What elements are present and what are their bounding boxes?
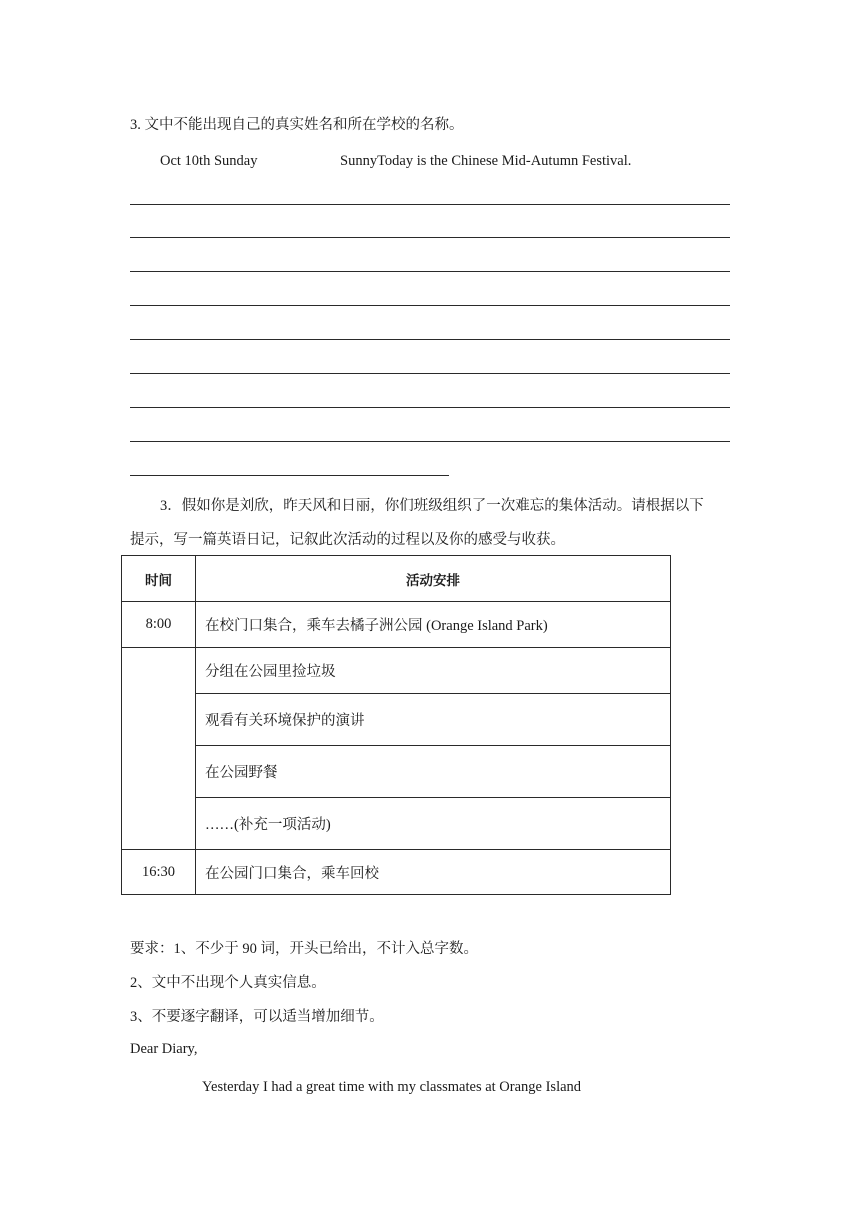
activity-cell: 观看有关环境保护的演讲 xyxy=(196,694,671,746)
requirement-1: 要求：1、不少于 90 词，开头已给出，不计入总字数。 xyxy=(130,941,478,957)
table-row xyxy=(122,602,671,648)
time-cell: 16:30 xyxy=(122,850,196,895)
opening-sentence: Yesterday I had a great time with my classmates at Orange Island xyxy=(202,1079,582,1095)
activity-cell: 分组在公园里捡垃圾 xyxy=(196,648,671,694)
writing-line xyxy=(130,407,730,408)
header-time: 时间 xyxy=(122,556,196,602)
table-row xyxy=(122,746,671,798)
task-line-2: 提示，写一篇英语日记，记叙此次活动的过程以及你的感受与收获。 xyxy=(130,532,565,548)
requirement-2: 2、文中不出现个人真实信息。 xyxy=(130,975,326,991)
writing-line xyxy=(130,441,730,442)
activity-cell: ……(补充一项活动) xyxy=(196,798,671,850)
diary-opening: SunnyToday is the Chinese Mid-Autumn Festival. xyxy=(340,153,632,169)
writing-line xyxy=(130,305,730,306)
requirement-3: 3、不要逐字翻译，可以适当增加细节。 xyxy=(130,1009,384,1025)
time-cell: 8:00 xyxy=(122,602,196,648)
writing-line-short xyxy=(130,475,449,476)
activity-cell: 在校门口集合，乘车去橘子洲公园 (Orange Island Park) xyxy=(196,602,671,648)
writing-line xyxy=(130,373,730,374)
activity-cell: 在公园野餐 xyxy=(196,746,671,798)
table-row xyxy=(122,850,671,895)
writing-line xyxy=(130,339,730,340)
task-line-1: 3．假如你是刘欣，昨天风和日丽，你们班级组织了一次难忘的集体活动。请根据以下 xyxy=(160,498,704,514)
salutation: Dear Diary, xyxy=(130,1041,198,1057)
diary-date: Oct 10th Sunday xyxy=(160,153,258,169)
table-row xyxy=(122,798,671,850)
writing-line xyxy=(130,237,730,238)
schedule-table xyxy=(121,555,671,895)
writing-line xyxy=(130,204,730,205)
activity-cell: 在公园门口集合，乘车回校 xyxy=(196,850,671,895)
table-row xyxy=(122,648,671,694)
table-row xyxy=(122,694,671,746)
table-header-row xyxy=(122,556,671,602)
intro-note: 3. 文中不能出现自己的真实姓名和所在学校的名称。 xyxy=(130,117,464,133)
time-cell-empty xyxy=(122,648,196,850)
writing-line xyxy=(130,271,730,272)
header-activity: 活动安排 xyxy=(196,556,671,602)
